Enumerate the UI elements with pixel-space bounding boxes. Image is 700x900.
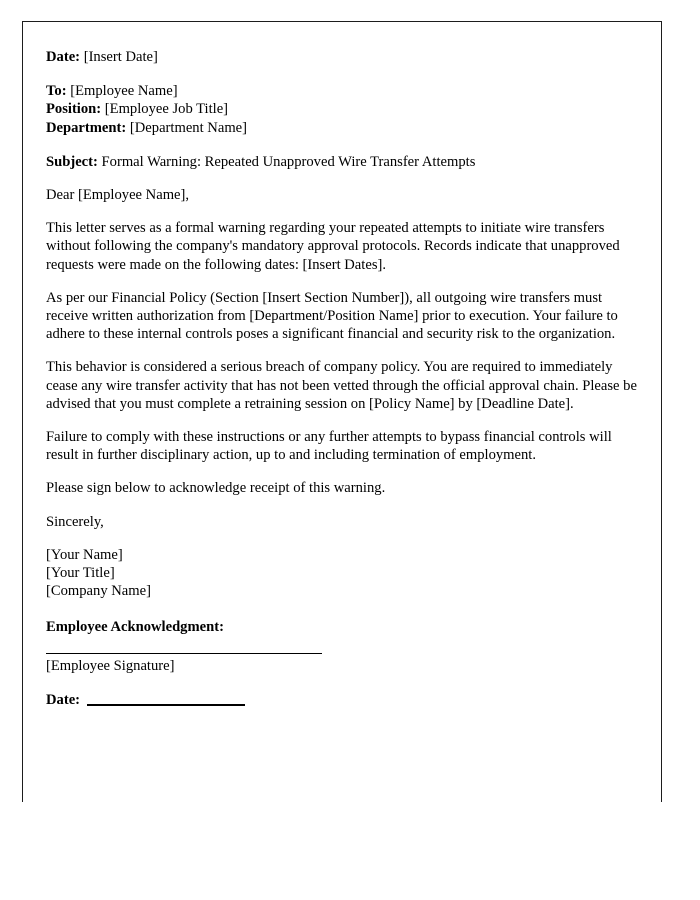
- body-paragraph: Please sign below to acknowledge receipt of this warning.: [46, 480, 386, 497]
- spacer-before-closing: [46, 498, 638, 513]
- department-label: Department:: [46, 119, 127, 136]
- closing-sincerely: Sincerely,: [46, 513, 104, 530]
- spacer-before-date-field: [46, 675, 638, 691]
- to-label: To:: [46, 83, 67, 100]
- department-value: [Department Name]: [129, 119, 248, 136]
- spacer-paragraph: [46, 274, 638, 289]
- spacer-before-acknowledgment: [46, 600, 638, 618]
- acknowledgment-date-rule[interactable]: [87, 704, 245, 706]
- body-paragraph: Failure to comply with these instructions or any further attempts to bypass financial controls will result in further disciplinary action, up to and including termination of employment.: [46, 429, 612, 464]
- document-page: [22, 21, 662, 802]
- spacer-after-salutation: [46, 204, 638, 219]
- acknowledgment-heading: Employee Acknowledgment:: [46, 619, 224, 636]
- spacer-before-signer: [46, 531, 638, 546]
- date-label: Date:: [46, 49, 81, 65]
- subject-line: [46, 153, 638, 171]
- signer-name: [Your Name]: [46, 546, 123, 563]
- letter-body: [46, 48, 638, 709]
- subject-value: Formal Warning: Repeated Unapproved Wire Transfer Attempts: [101, 153, 476, 170]
- recipient-to-line: [46, 82, 638, 100]
- spacer-before-signature-rule: [46, 637, 638, 653]
- body-paragraph: This letter serves as a formal warning regarding your repeated attempts to initiate wire transfers without following the company's mandatory approval protocols. Records indicate that unapproved requests were made on the following dates: [Insert Dates].: [46, 220, 620, 273]
- spacer-paragraph: [46, 464, 638, 479]
- body-paragraph: As per our Financial Policy (Section [Insert Section Number]), all outgoing wire transfers must receive written authorization from [Department/Position Name] prior to execution. Your failure to adhere to these internal controls poses a significant financial and security risk to the organization.: [46, 289, 618, 343]
- spacer-paragraph: [46, 413, 638, 428]
- spacer-paragraph: [46, 343, 638, 358]
- subject-label: Subject:: [46, 153, 98, 170]
- acknowledgment-date-label: Date:: [46, 691, 81, 708]
- to-value: [Employee Name]: [70, 83, 178, 100]
- body-paragraph: This behavior is considered a serious breach of company policy. You are required to immediately cease any wire transfer activity that has not been vetted through the official approval chain. Please be advised that you must complete a retraining session on [Policy Name] by [Deadline Date].: [46, 359, 637, 412]
- position-value: [Employee Job Title]: [104, 101, 229, 118]
- date-value: [Insert Date]: [83, 49, 158, 65]
- signer-company: [Company Name]: [46, 583, 151, 600]
- letter-date-line: [46, 48, 638, 66]
- recipient-position-line: [46, 100, 638, 118]
- position-label: Position:: [46, 101, 102, 118]
- spacer-after-subject: [46, 171, 638, 186]
- employee-signature-caption: [Employee Signature]: [46, 657, 175, 674]
- acknowledgment-date-field[interactable]: [46, 691, 638, 709]
- spacer-after-date: [46, 66, 638, 82]
- recipient-department-line: [46, 119, 638, 137]
- signer-title: [Your Title]: [46, 565, 115, 582]
- employee-signature-rule[interactable]: [46, 653, 322, 654]
- spacer-after-recipient: [46, 137, 638, 153]
- salutation: Dear [Employee Name],: [46, 187, 190, 204]
